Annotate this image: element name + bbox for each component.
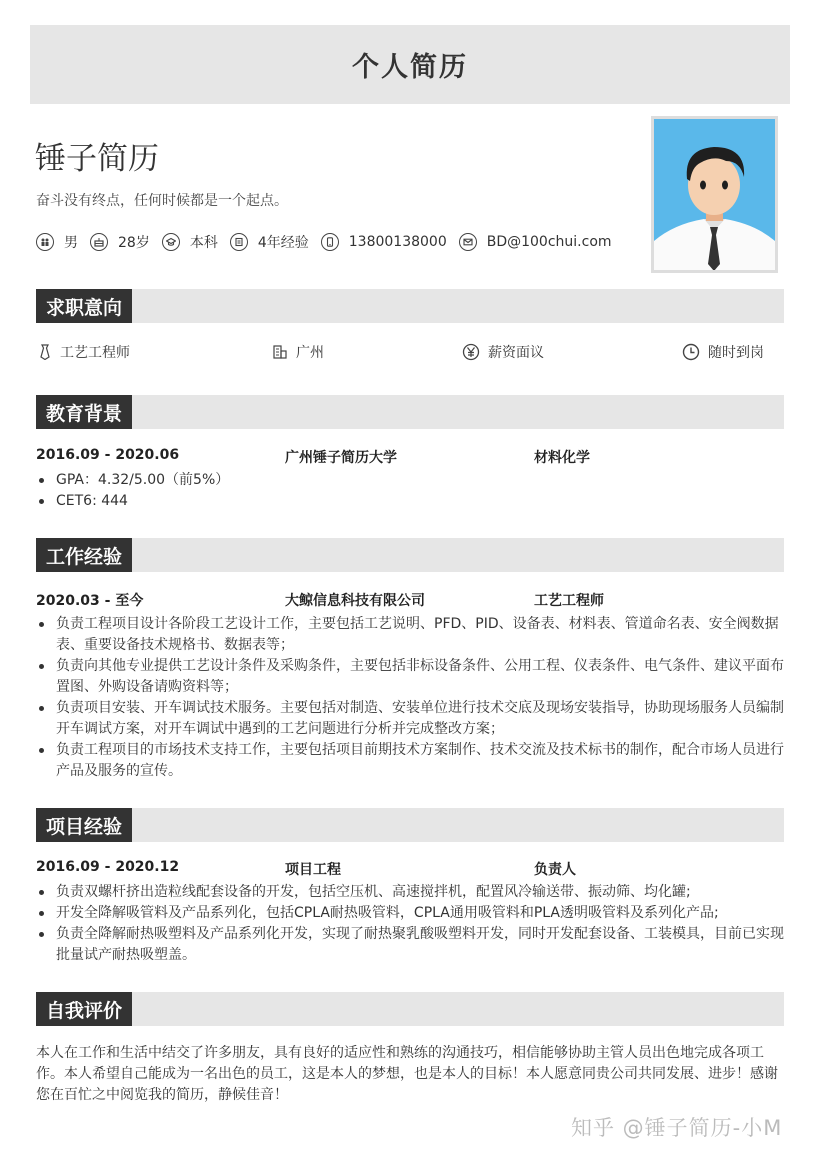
section-education [36,395,784,429]
basic-info-row [36,232,624,252]
section-project-title: 项目经验 [36,808,132,842]
section-education-title: 教育背景 [36,395,132,429]
education-school: 广州锤子简历大学 [285,450,397,466]
page-header [30,25,790,104]
info-phone-text[interactable]: 13800138000 [348,234,447,250]
info-email-text[interactable]: BD@100chui.com [486,234,612,250]
info-phone [321,233,447,251]
intent-availability-text: 随时到岗 [708,345,764,361]
phone-icon [321,233,339,251]
intent-city [272,342,324,362]
info-degree-text: 本科 [189,235,218,251]
info-gender-text: 男 [64,235,78,251]
info-experience-text: 4年经验 [257,235,309,251]
intent-availability [682,342,764,362]
yuan-coin-icon [462,343,480,361]
info-degree [162,232,218,252]
candidate-motto: 奋斗没有终点，任何时候都是一个起点。 [36,193,288,209]
briefcase-icon [230,233,248,251]
work-role: 工艺工程师 [534,593,604,609]
intent-salary-text: 薪资面议 [488,345,544,361]
section-work [36,538,784,572]
project-role: 负责人 [534,862,576,878]
work-bullets [36,614,786,782]
section-project [36,808,784,842]
info-age [90,232,150,252]
list-item: GPA：4.32/5.00（前5%） [36,470,786,491]
avatar-illustration-icon [654,119,775,270]
section-intent [36,289,784,323]
section-work-title: 工作经验 [36,538,132,572]
intent-position [38,342,130,362]
intent-position-text: 工艺工程师 [60,345,130,361]
watermark: 知乎 @锤子简历-小M [571,1116,783,1140]
list-item: 负责工程项目的市场技术支持工作，主要包括项目前期技术方案制作、技术交流及技术标书的制作，配合市场人员进行产品及服务的宣传。 [36,740,786,782]
list-item: 负责工程项目设计各阶段工艺设计工作，主要包括工艺说明、PFD、PID、设备表、材料表、管道命名表、安全阀数据表、重要设备技术规格书、数据表等； [36,614,786,656]
info-age-text: 28岁 [118,235,150,251]
work-period: 2020.03 - 至今 [36,593,144,609]
project-name: 项目工程 [285,862,341,878]
education-bullets [36,470,786,512]
project-period: 2016.09 - 2020.12 [36,859,180,875]
clock-icon [682,343,700,361]
tie-icon [38,344,52,360]
list-item: 负责向其他专业提供工艺设计条件及采购条件，主要包括非标设备条件、公用工程、仪表条件、电气条件、建议平面布置图、外购设备请购资料等； [36,656,786,698]
list-item: 负责项目安装、开车调试技术服务。主要包括对制造、安装单位进行技术交底及现场安装指导，协助现场服务人员编制开车调试方案，对开车调试中遇到的工艺问题进行分析并完成整改方案； [36,698,786,740]
intent-city-text: 广州 [296,345,324,361]
page-title: 个人简历 [352,52,468,83]
mail-icon [459,233,477,251]
info-email [459,233,612,251]
list-item: 负责全降解耐热吸塑料及产品系列化开发，实现了耐热聚乳酸吸塑料开发，同时开发配套设备、工装模具，目前已实现批量试产耐热吸塑盖。 [36,924,786,966]
intent-salary [462,342,544,362]
info-experience [230,232,309,252]
info-gender [36,232,78,252]
self-evaluation-text: 本人在工作和生活中结交了许多朋友，具有良好的适应性和熟练的沟通技巧，相信能够协助主管人员出色地完成各项工作。本人希望自己能成为一名出色的员工，这是本人的梦想，也是本人的目标！本人愿意同贵公司共同发展、进步！感谢您在百忙之中阅览我的简历，静候佳音！ [36,1045,778,1103]
list-item: 开发全降解吸管料及产品系列化，包括CPLA耐热吸管料，CPLA通用吸管料和PLA透明吸管料及系列化产品; [36,903,786,924]
education-period: 2016.09 - 2020.06 [36,447,180,463]
graduation-cap-icon [162,233,180,251]
project-bullets [36,882,786,966]
section-intent-title: 求职意向 [36,289,132,323]
candidate-name: 锤子简历 [35,141,159,177]
work-company: 大鲸信息科技有限公司 [285,593,425,609]
building-icon [272,344,288,360]
gender-icon [36,233,54,251]
education-major: 材料化学 [534,450,590,466]
section-self [36,992,784,1026]
cake-icon [90,233,108,251]
list-item: CET6: 444 [36,491,786,512]
section-self-title: 自我评价 [36,992,132,1026]
list-item: 负责双螺杆挤出造粒线配套设备的开发，包括空压机、高速搅拌机，配置风冷输送带、振动筛、均化罐; [36,882,786,903]
profile-photo [651,116,778,273]
